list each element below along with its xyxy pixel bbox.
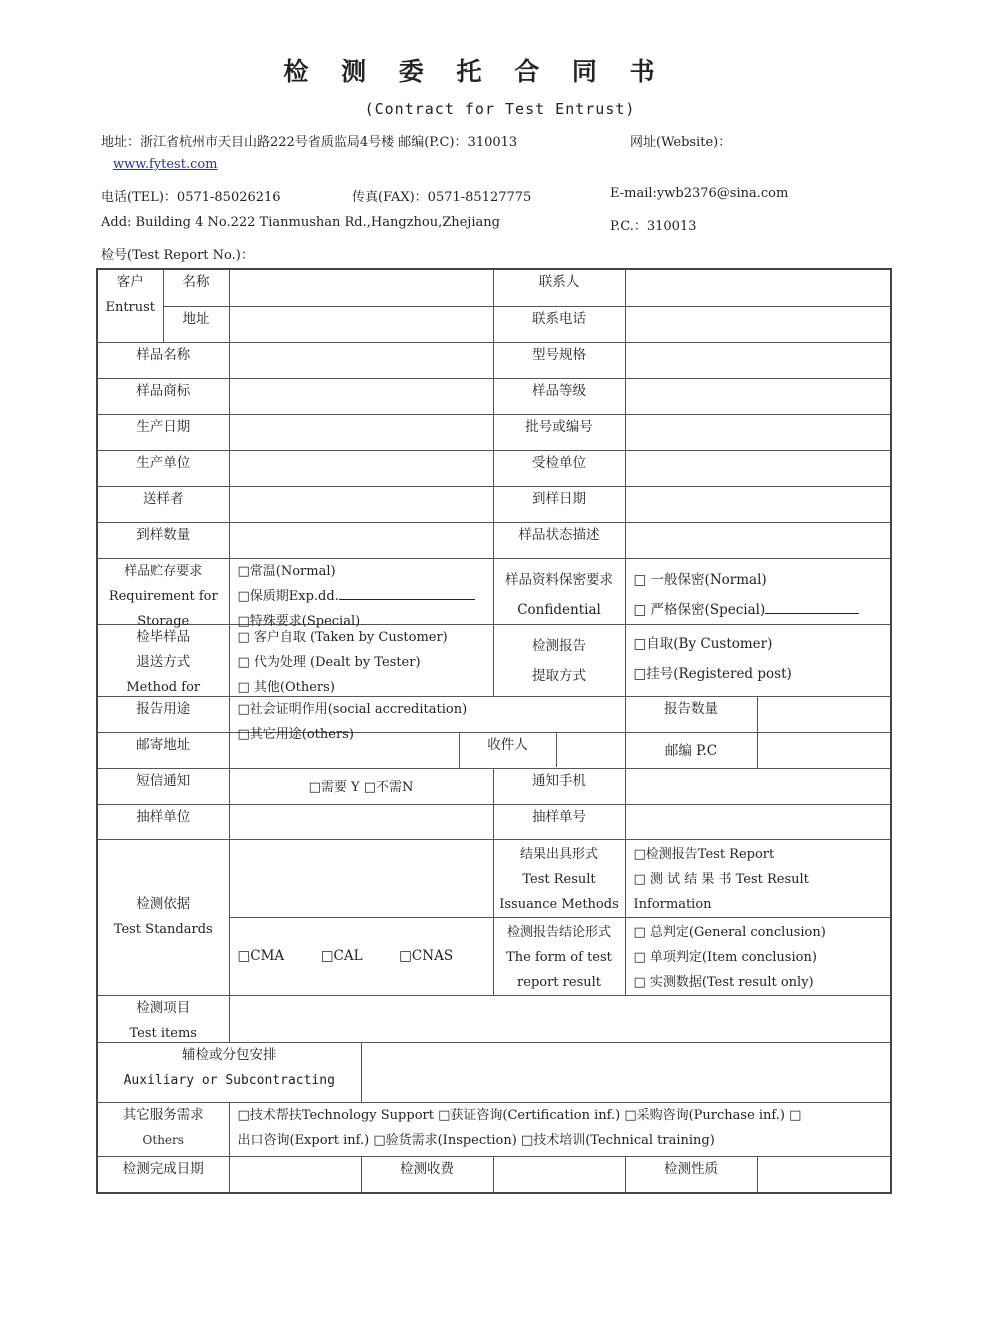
storage-label: 样品贮存要求 Requirement for Storage <box>97 558 229 624</box>
postcode-label: 邮编 P.C <box>625 732 757 768</box>
conclusion-label: 检测报告结论形式 The form of test report result <box>493 917 625 995</box>
usage-label: 报告用途 <box>97 696 229 732</box>
test-items-field[interactable] <box>229 995 891 1042</box>
entrust-form <box>96 268 892 1194</box>
pickup-self-checkbox[interactable]: □自取(By Customer) <box>633 635 773 652</box>
report-qty-field[interactable] <box>757 696 891 732</box>
return-others-checkbox[interactable]: □ 其他(Others) <box>237 679 335 695</box>
inspected-unit-field[interactable] <box>625 450 891 486</box>
inspected-unit-label: 受检单位 <box>493 450 625 486</box>
confidential-special-checkbox[interactable]: □ 严格保密(Special) <box>634 595 883 625</box>
sms-options[interactable]: □需要 Y □不需N <box>229 768 493 804</box>
conclusion-options <box>625 917 891 995</box>
address-line: 地址：浙江省杭州市天目山路222号省质监局4号楼 邮编(P.C)：310013 <box>101 135 518 150</box>
sms-label: 短信通知 <box>97 768 229 804</box>
email: E-mail:ywb2376@sina.com <box>610 186 789 201</box>
nature-label: 检测性质 <box>625 1156 757 1193</box>
conclusion-data-checkbox[interactable]: □ 实测数据(Test result only) <box>633 974 814 990</box>
conclusion-item-checkbox[interactable]: □ 单项判定(Item conclusion) <box>633 949 817 965</box>
website-label: 网址(Website)： <box>630 135 732 150</box>
arrival-date-label: 到样日期 <box>493 486 625 522</box>
other-options-line2[interactable]: 出口咨询(Export inf.) □验货需求(Inspection) □技术培训(Technical training) <box>237 1132 715 1148</box>
arrival-date-field[interactable] <box>625 486 891 522</box>
notify-phone-label: 通知手机 <box>493 768 625 804</box>
confidential-normal-checkbox[interactable]: □ 一般保密(Normal) <box>633 571 767 588</box>
prod-date-field[interactable] <box>229 414 493 450</box>
client-address-label: 地址 <box>163 306 229 342</box>
pickup-options <box>625 624 891 696</box>
prod-date-label: 生产日期 <box>97 414 229 450</box>
confidential-options <box>625 558 891 624</box>
arrival-qty-field[interactable] <box>229 522 493 558</box>
tel: 电话(TEL)：0571-85026216 <box>101 190 281 205</box>
sampling-unit-label: 抽样单位 <box>97 804 229 839</box>
storage-options <box>229 558 493 629</box>
finish-date-field[interactable] <box>229 1156 361 1193</box>
client-name-label: 名称 <box>163 269 229 306</box>
report-qty-label: 报告数量 <box>625 696 757 732</box>
fee-label: 检测收费 <box>361 1156 493 1193</box>
sender-field[interactable] <box>229 486 493 522</box>
contact-phone-field[interactable] <box>625 306 891 342</box>
cal-checkbox[interactable]: □CAL <box>320 947 363 964</box>
subcontract-label: 辅检或分包安排 Auxiliary or Subcontracting <box>97 1042 361 1102</box>
batch-field[interactable] <box>625 414 891 450</box>
return-options <box>229 624 493 696</box>
manufacturer-field[interactable] <box>229 450 493 486</box>
batch-label: 批号或编号 <box>493 414 625 450</box>
notify-phone-field[interactable] <box>625 768 891 804</box>
sampling-no-field[interactable] <box>625 804 891 839</box>
result-options: □检测报告Test Report □ 测 试 结 果 书 Test Result Information <box>625 839 891 917</box>
return-method-label: 检毕样品 退送方式 Method for <box>97 624 229 696</box>
document-title: 检 测 委 托 合 同 书 <box>283 57 667 86</box>
receiver-label: 收件人 <box>459 732 625 768</box>
contact-field[interactable] <box>625 269 891 306</box>
confidential-label: 样品资料保密要求 Confidential <box>493 558 625 624</box>
subcontract-field[interactable] <box>361 1042 891 1102</box>
cma-checkbox[interactable]: □CMA <box>237 947 285 964</box>
postcode: P.C.：310013 <box>610 219 697 234</box>
return-customer-checkbox[interactable]: □ 客户自取 (Taken by Customer) <box>237 629 448 645</box>
cnas-checkbox[interactable]: □CNAS <box>399 947 454 964</box>
sample-state-field[interactable] <box>625 522 891 558</box>
nature-field[interactable] <box>757 1156 891 1193</box>
arrival-qty-label: 到样数量 <box>97 522 229 558</box>
grade-label: 样品等级 <box>493 378 625 414</box>
sample-name-label: 样品名称 <box>97 342 229 378</box>
storage-normal-checkbox[interactable]: □常温(Normal) <box>237 563 336 579</box>
other-service-label: 其它服务需求 Others <box>97 1102 229 1156</box>
report-number-label: 检号(Test Report No.)： <box>101 248 254 263</box>
storage-expiry-checkbox[interactable]: □保质期Exp.dd. <box>238 584 485 609</box>
usage-social-checkbox[interactable]: □社会证明作用(social accreditation) <box>237 701 468 717</box>
fee-field[interactable] <box>493 1156 625 1193</box>
client-label: 客户 Entrust <box>97 269 163 342</box>
client-name-field[interactable] <box>229 269 493 306</box>
usage-options <box>229 696 625 742</box>
client-address-field[interactable] <box>229 306 493 342</box>
other-options-line1[interactable]: □技术帮扶Technology Support □获证咨询(Certification inf.) □采购咨询(Purchase inf.) □ <box>237 1107 802 1123</box>
manufacturer-label: 生产单位 <box>97 450 229 486</box>
standards-field[interactable] <box>229 839 493 917</box>
usage-others-checkbox[interactable]: □其它用途(others) <box>237 726 354 742</box>
test-items-label: 检测项目 Test items <box>97 995 229 1042</box>
document-subtitle: (Contract for Test Entrust) <box>364 100 636 118</box>
sample-state-label: 样品状态描述 <box>493 522 625 558</box>
postcode-field[interactable] <box>757 732 891 768</box>
website-link[interactable]: www.fytest.com <box>113 157 218 172</box>
other-service-options <box>229 1102 891 1156</box>
trademark-label: 样品商标 <box>97 378 229 414</box>
trademark-field[interactable] <box>229 378 493 414</box>
storage-special-checkbox[interactable]: □特殊要求(Special) <box>237 613 361 629</box>
sender-label: 送样者 <box>97 486 229 522</box>
sampling-no-label: 抽样单号 <box>493 804 625 839</box>
result-form-label: 结果出具形式 Test Result Issuance Methods <box>493 839 625 917</box>
result-info-checkbox[interactable]: □ 测 试 结 果 书 Test Result <box>633 871 809 887</box>
conclusion-general-checkbox[interactable]: □ 总判定(General conclusion) <box>633 924 826 940</box>
sample-name-field[interactable] <box>229 342 493 378</box>
pickup-post-checkbox[interactable]: □挂号(Registered post) <box>633 665 792 682</box>
address-en: Add: Building 4 No.222 Tianmushan Rd.,Hangzhou,Zhejiang <box>101 215 500 230</box>
report-pickup-label: 检测报告 提取方式 <box>493 624 625 696</box>
result-report-checkbox[interactable]: □检测报告Test Report <box>633 846 775 862</box>
fax: 传真(FAX)：0571-85127775 <box>352 190 532 205</box>
sampling-unit-field[interactable] <box>229 804 493 839</box>
model-label: 型号规格 <box>493 342 625 378</box>
return-tester-checkbox[interactable]: □ 代为处理 (Dealt by Tester) <box>237 654 421 670</box>
mail-address-label: 邮寄地址 <box>97 732 229 768</box>
contact-phone-label: 联系电话 <box>493 306 625 342</box>
standards-label: 检测依据 Test Standards <box>97 839 229 995</box>
contact-label: 联系人 <box>493 269 625 306</box>
grade-field[interactable] <box>625 378 891 414</box>
finish-date-label: 检测完成日期 <box>97 1156 229 1193</box>
certification-options <box>229 917 493 995</box>
model-field[interactable] <box>625 342 891 378</box>
